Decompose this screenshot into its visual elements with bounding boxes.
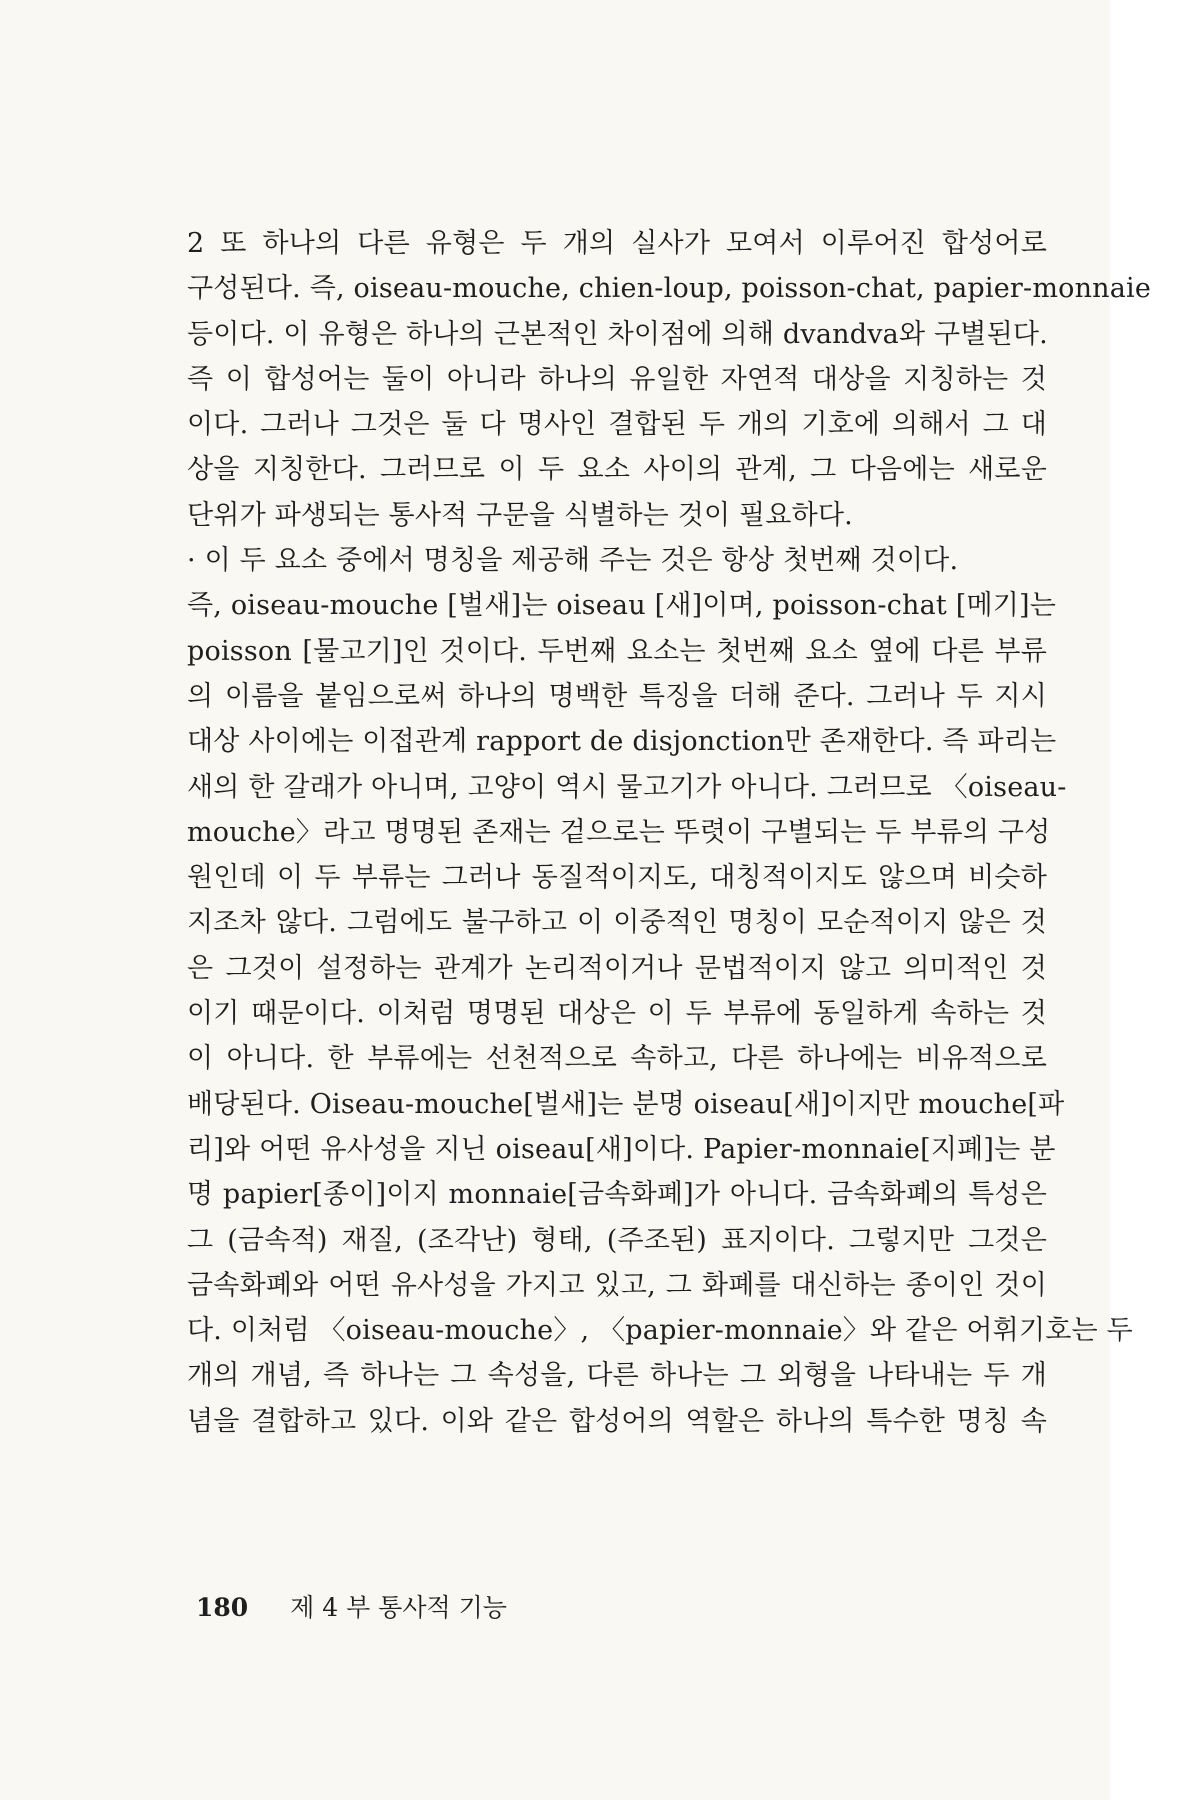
text-line: 개의 개념, 즉 하나는 그 속성을, 다른 하나는 그 외형을 나타내는 두 개	[187, 1360, 1047, 1392]
text-line: 리]와 어떤 유사성을 지닌 oiseau[새]이다. Papier-monnaie[지폐]는 분	[187, 1133, 1056, 1165]
text-line: 의 이름을 붙임으로써 하나의 명백한 특징을 더해 준다. 그러나 두 지시	[187, 680, 1047, 712]
text-line: · 이 두 요소 중에서 명칭을 제공해 주는 것은 항상 첫번째 것이다.	[187, 545, 959, 577]
body-text	[187, 221, 1152, 1444]
text-line: 명 papier[종이]이지 monnaie[금속화폐]가 아니다. 금속화폐의 특성은	[187, 1179, 1047, 1211]
text-line: 념을 결합하고 있다. 이와 같은 합성어의 역할은 하나의 특수한 명칭 속	[187, 1405, 1047, 1437]
page-footer	[196, 1588, 507, 1624]
text-line: 원인데 이 두 부류는 그러나 동질적이지도, 대칭적이지도 않으며 비슷하	[187, 862, 1047, 894]
text-line: 새의 한 갈래가 아니며, 고양이 역시 물고기가 아니다. 그러므로 〈oiseau-	[187, 771, 1067, 803]
text-line: 즉 이 합성어는 둘이 아니라 하나의 유일한 자연적 대상을 지칭하는 것	[187, 363, 1047, 395]
text-line: 2 또 하나의 다른 유형은 두 개의 실사가 모여서 이루어진 합성어로	[187, 228, 1047, 259]
text-line: 이 아니다. 한 부류에는 선천적으로 속하고, 다른 하나에는 비유적으로	[187, 1043, 1047, 1075]
text-line: 단위가 파생되는 통사적 구문을 식별하는 것이 필요하다.	[187, 499, 853, 531]
text-line: mouche〉라고 명명된 존재는 겉으로는 뚜렷이 구별되는 두 부류의 구성	[187, 816, 1051, 848]
text-line: 상을 지칭한다. 그러므로 이 두 요소 사이의 관계, 그 다음에는 새로운	[187, 454, 1047, 486]
text-line: 대상 사이에는 이접관계 rapport de disjonction만 존재한다. 즉 파리는	[187, 726, 1057, 758]
text-line: 이기 때문이다. 이처럼 명명된 대상은 이 두 부류에 동일하게 속하는 것	[187, 998, 1047, 1030]
text-line: 은 그것이 설정하는 관계가 논리적이거나 문법적이지 않고 의미적인 것	[187, 952, 1047, 984]
text-line: 배당된다. Oiseau-mouche[벌새]는 분명 oiseau[새]이지만 mouche[파	[187, 1088, 1065, 1120]
text-line: 이다. 그러나 그것은 둘 다 명사인 결합된 두 개의 기호에 의해서 그 대	[187, 409, 1047, 441]
text-line: 등이다. 이 유형은 하나의 근본적인 차이점에 의해 dvandva와 구별된다.	[187, 318, 1048, 350]
text-line: 구성된다. 즉, oiseau-mouche, chien-loup, poisson-chat, papier-monnaie	[187, 273, 1152, 305]
text-line: 다. 이처럼 〈oiseau-mouche〉, 〈papier-monnaie〉와 같은 어휘기호는 두	[187, 1315, 1133, 1347]
running-footer-section: 제 4 부 통사적 기능	[290, 1593, 507, 1622]
text-line: 지조차 않다. 그럼에도 불구하고 이 이중적인 명칭이 모순적이지 않은 것	[187, 907, 1047, 939]
text-line: 금속화폐와 어떤 유사성을 가지고 있고, 그 화폐를 대신하는 종이인 것이	[187, 1269, 1047, 1301]
text-line: poisson [물고기]인 것이다. 두번째 요소는 첫번째 요소 옆에 다른 부류	[187, 635, 1047, 667]
page-number: 180	[196, 1593, 249, 1622]
text-line: 그 (금속적) 재질, (조각난) 형태, (주조된) 표지이다. 그렇지만 그것은	[187, 1224, 1047, 1256]
text-line: 즉, oiseau-mouche [벌새]는 oiseau [새]이며, poisson-chat [메기]는	[187, 590, 1057, 622]
